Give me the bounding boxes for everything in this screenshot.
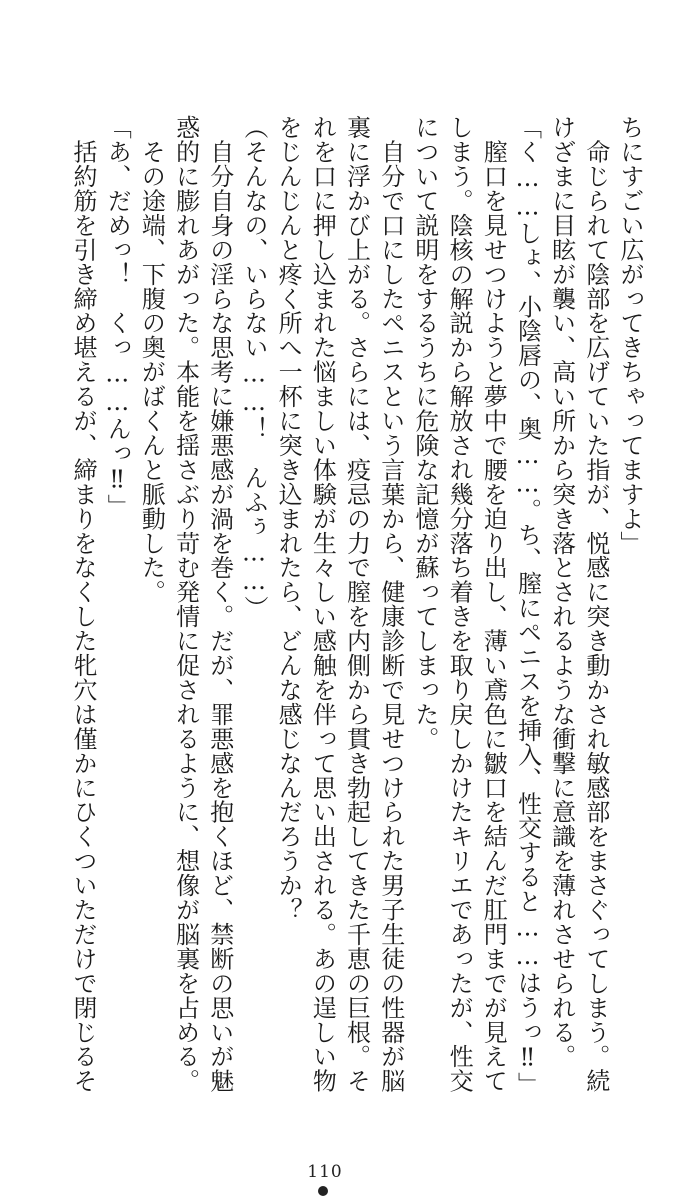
page-marker-dot bbox=[318, 1186, 328, 1196]
text-column: 膣口を見せつけようと夢中で腰を迫り出し、薄い鳶色に皺口を結んだ肛門までが見えて bbox=[479, 115, 508, 1093]
text-column: 命じられて陰部を広げていた指が、悦感に突き動かされ敏感部をまさぐってしまう。続 bbox=[581, 115, 610, 1093]
text-column: 括約筋を引き締め堪えるが、締まりをなくした牝穴は僅かにひくついただけで閉じるそ bbox=[69, 115, 97, 1093]
text-column: その途端、下腹の奥がばくんと脈動した。 bbox=[137, 115, 166, 604]
text-column: しまう。陰核の解説から解放され幾分落ち着きを取り戻しかけたキリエであったが、性交 bbox=[445, 115, 474, 1093]
text-column: 「く……しょ、小陰唇の、奥……。ち、膣にペニスを挿入、性交すると……はうっ‼」 bbox=[513, 115, 542, 1097]
text-column: れを口に押し込まれた悩ましい体験が生々しい感触を伴って思い出される。あの逞しい物 bbox=[308, 115, 337, 1093]
text-column: 自分自身の淫らな思考に嫌悪感が渦を巻く。だが、罪悪感を抱くほど、禁断の思いが魅 bbox=[205, 115, 234, 1094]
text-column: をじんじんと疼く所へ一杯に突き込まれたら、どんな感じなんだろうか？ bbox=[274, 115, 303, 922]
text-column: けざまに目眩が襲い、高い所から突き落とされるような衝撃に意識を薄れさせられる。 bbox=[547, 115, 576, 1069]
text-column: （そんなの、いらない……！ んふぅ……） bbox=[239, 115, 268, 620]
text-column: 自分で口にしたペニスという言葉から、健康診断で見せつけられた男子生徒の性器が脳 bbox=[376, 115, 405, 1093]
text-column: について説明をするうちに危険な記憶が蘇ってしまった。 bbox=[410, 115, 439, 751]
text-column: 「あ、だめっ！ くっ……んっ‼」 bbox=[103, 115, 132, 519]
text-column: ちにすごい広がってきちゃってますよ」 bbox=[616, 115, 644, 556]
text-column: 惑的に膨れあがった。本能を揺さぶり苛む発情に促されるように、想像が脳裏を占める。 bbox=[171, 115, 200, 1093]
vertical-text-body bbox=[42, 115, 642, 1095]
text-column: 裏に浮かび上がる。さらには、疫忌の力で膣を内側から貫き勃起してきた千恵の巨根。そ bbox=[342, 115, 371, 1093]
page-number: 110 bbox=[307, 1162, 343, 1182]
